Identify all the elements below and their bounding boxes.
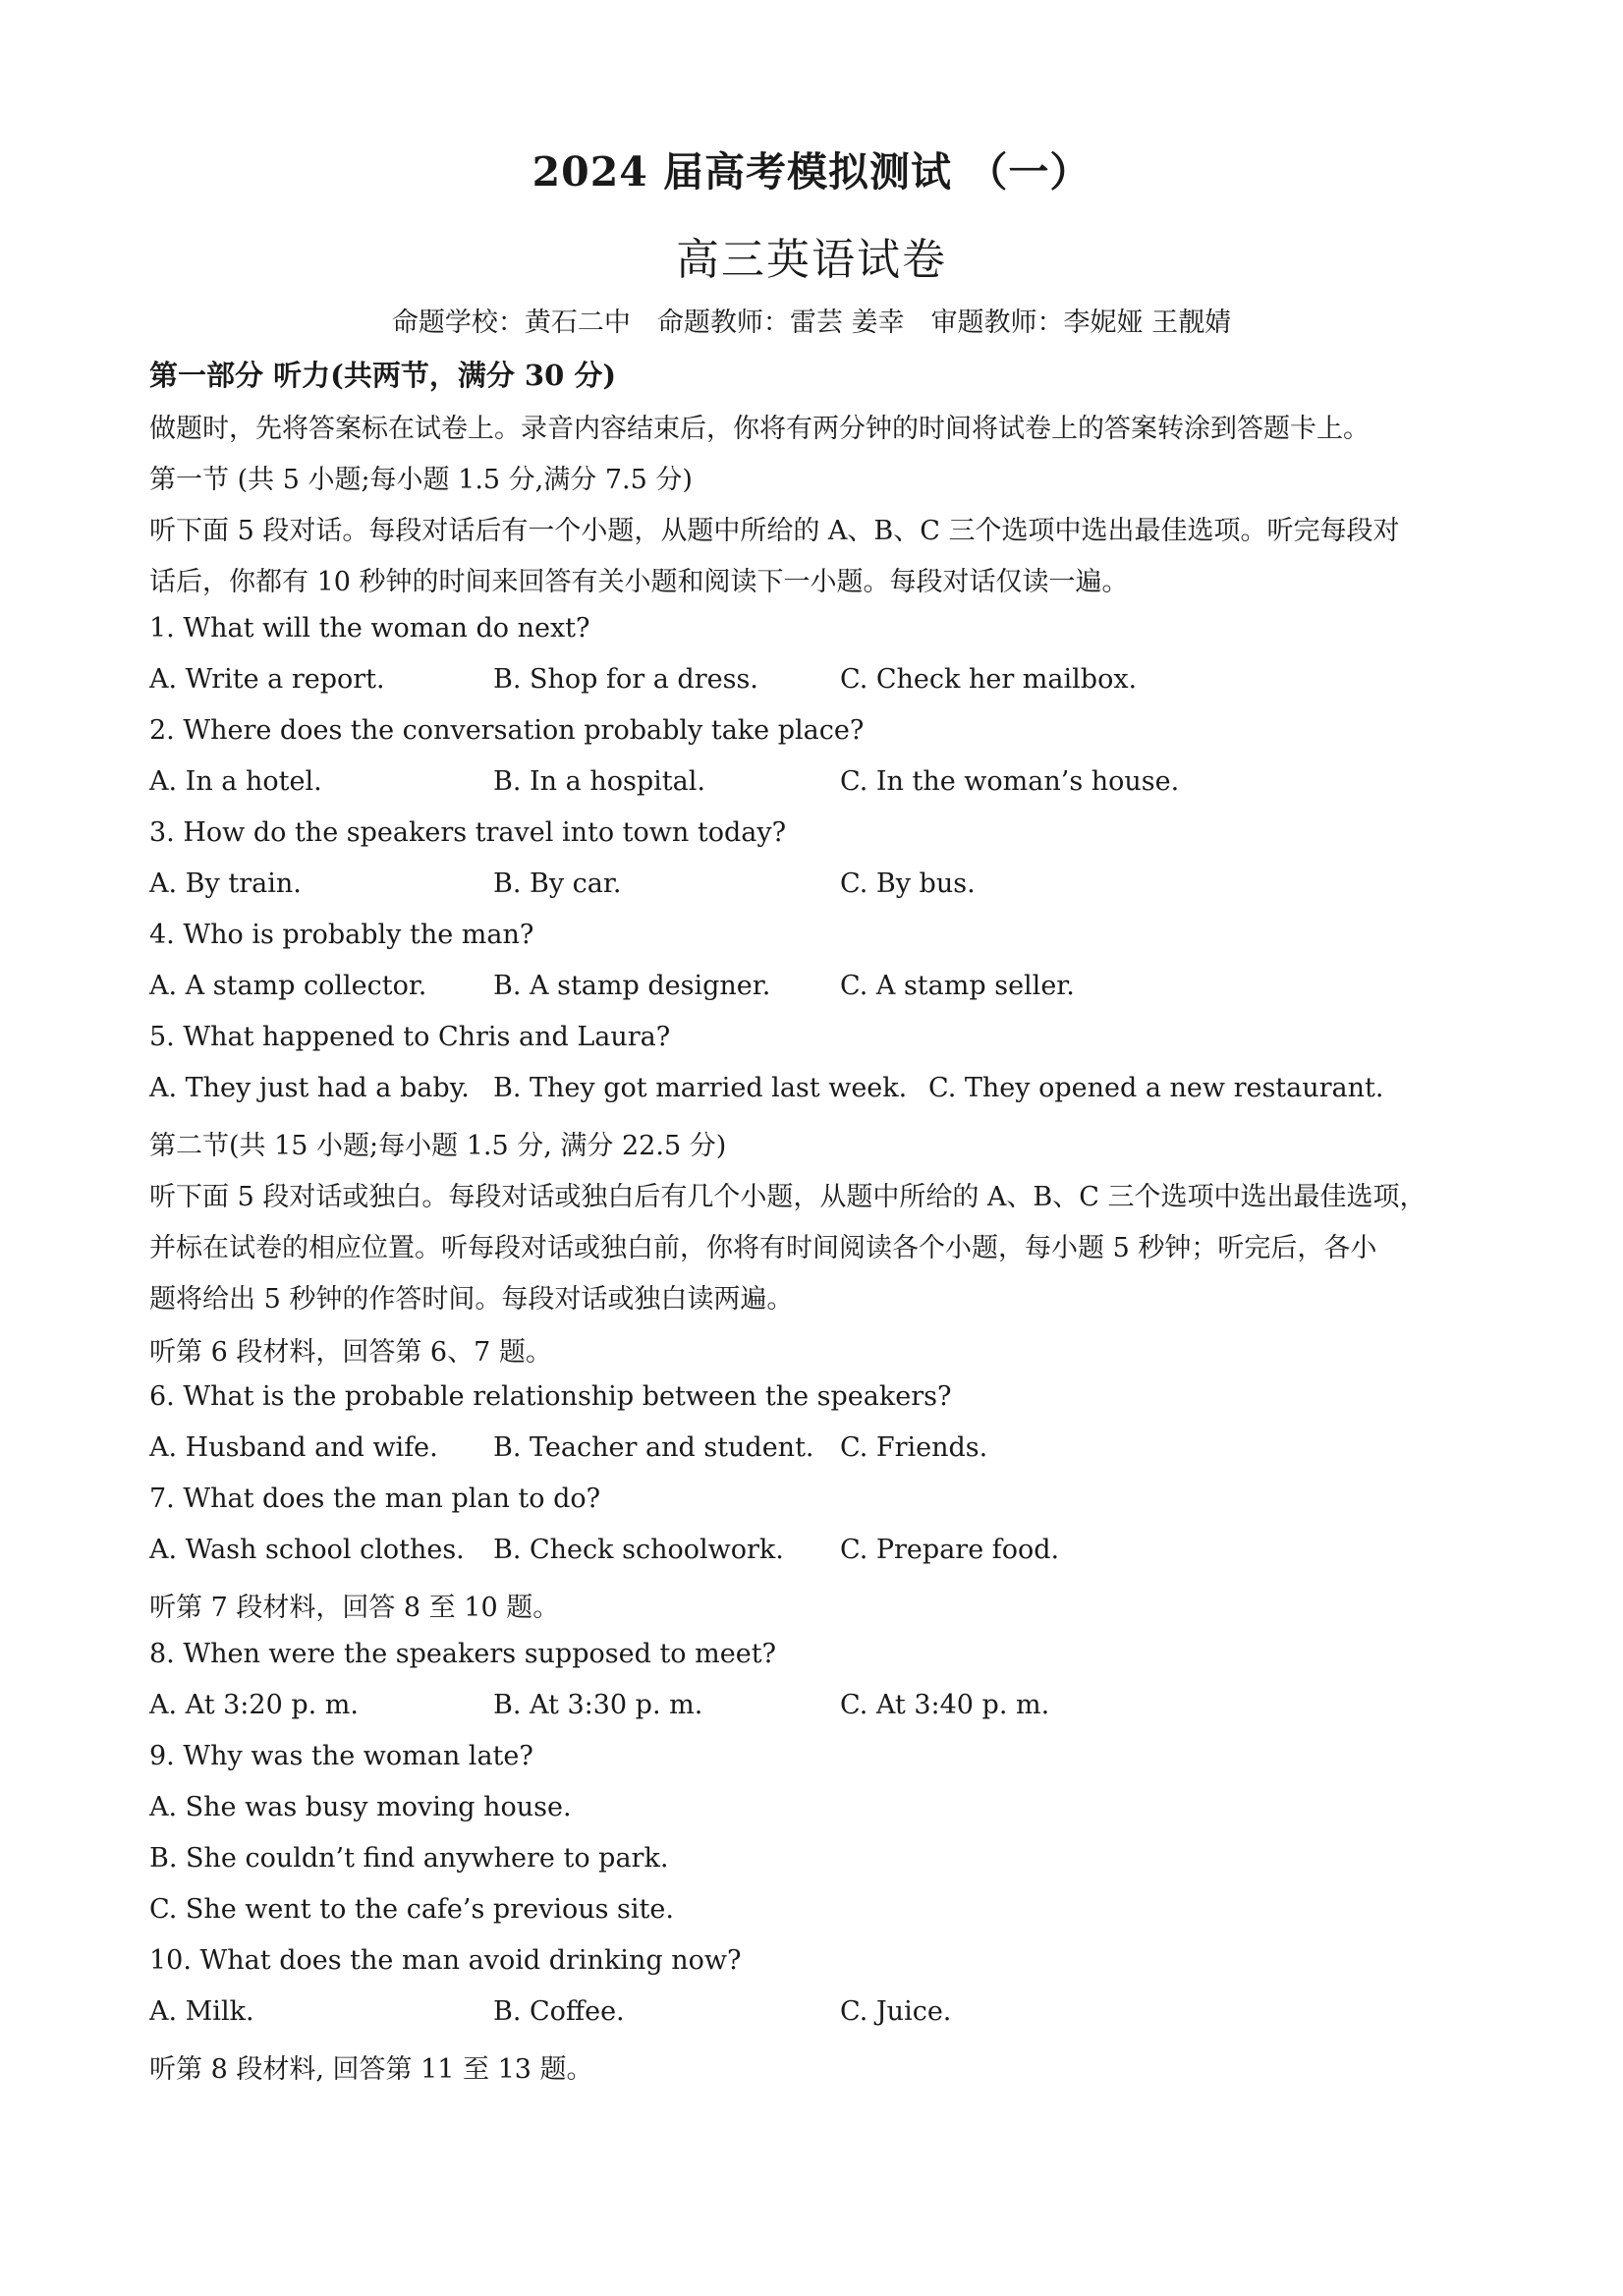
option-b: B. Shop for a dress. — [493, 664, 758, 695]
option-b: B. Check schoolwork. — [493, 1535, 784, 1565]
section1-instruction-2: 话后，你都有 10 秒钟的时间来回答有关小题和阅读下一小题。每段对话仅读一遍。 — [149, 567, 1129, 597]
option-b: B. Coffee. — [493, 1996, 625, 2027]
question-text: 7. What does the man plan to do? — [149, 1484, 601, 1514]
option-a: A. They just had a baby. — [149, 1073, 470, 1103]
option-a: A. Husband and wife. — [149, 1432, 438, 1463]
option-b: B. A stamp designer. — [493, 971, 771, 1001]
option-c: C. She went to the cafe’s previous site. — [149, 1894, 674, 1925]
material-heading: 听第 6 段材料，回答第 6、7 题。 — [149, 1337, 552, 1368]
question-text: 2. Where does the conversation probably take place? — [149, 715, 865, 746]
option-c: C. Juice. — [840, 1996, 952, 2027]
exam-subtitle: 高三英语试卷 — [676, 235, 947, 285]
question-text: 8. When were the speakers supposed to meet? — [149, 1639, 777, 1669]
option-c: C. A stamp seller. — [840, 971, 1075, 1001]
question-text: 5. What happened to Chris and Laura? — [149, 1022, 671, 1052]
part1-instruction: 做题时，先将答案标在试卷上。录音内容结束后，你将有两分钟的时间将试卷上的答案转涂到答题卡上。 — [149, 414, 1370, 444]
option-b: B. In a hospital. — [493, 766, 705, 797]
option-b: B. Teacher and student. — [493, 1432, 814, 1463]
option-c: C. At 3:40 p. m. — [840, 1690, 1050, 1720]
option-a: A. She was busy moving house. — [149, 1792, 572, 1822]
section2-heading: 第二节(共 15 小题;每小题 1.5 分, 满分 22.5 分) — [149, 1131, 727, 1161]
material-heading: 听第 8 段材料, 回答第 11 至 13 题。 — [149, 2054, 593, 2085]
option-c: C. In the woman’s house. — [840, 766, 1180, 797]
question-text: 3. How do the speakers travel into town today? — [149, 817, 787, 848]
option-b: B. At 3:30 p. m. — [493, 1690, 703, 1720]
option-a: A. At 3:20 p. m. — [149, 1690, 359, 1720]
option-c: C. They opened a new restaurant. — [928, 1073, 1384, 1103]
option-b: B. By car. — [493, 868, 622, 899]
section2-instruction-1: 听下面 5 段对话或独白。每段对话或独白后有几个小题，从题中所给的 A、B、C 三个选项中选出最佳选项， — [149, 1182, 1427, 1212]
part1-heading: 第一部分 听力(共两节，满分 30 分) — [149, 359, 617, 392]
option-b: B. She couldn’t find anywhere to park. — [149, 1843, 669, 1874]
option-b: B. They got married last week. — [493, 1073, 908, 1103]
question-text: 9. Why was the woman late? — [149, 1741, 533, 1771]
option-c: C. By bus. — [840, 868, 976, 899]
section2-instruction-2: 并标在试卷的相应位置。听每段对话或独白前，你将有时间阅读各个小题，每小题 5 秒钟；听完后，各小 — [149, 1233, 1377, 1263]
section1-heading: 第一节 (共 5 小题;每小题 1.5 分,满分 7.5 分) — [149, 465, 693, 495]
option-a: A. Wash school clothes. — [149, 1535, 465, 1565]
material-heading: 听第 7 段材料，回答 8 至 10 题。 — [149, 1593, 560, 1623]
question-text: 6. What is the probable relationship between the speakers? — [149, 1381, 952, 1412]
option-a: A. A stamp collector. — [149, 971, 427, 1001]
exam-authors: 命题学校：黄石二中 命题教师：雷芸 姜幸 审题教师：李妮娅 王靓婧 — [391, 308, 1232, 338]
option-c: C. Friends. — [840, 1432, 988, 1463]
question-text: 1. What will the woman do next? — [149, 613, 590, 644]
option-a: A. Milk. — [149, 1996, 254, 2027]
option-a: A. Write a report. — [149, 664, 385, 695]
section2-instruction-3: 题将给出 5 秒钟的作答时间。每段对话或独白读两遍。 — [149, 1284, 794, 1315]
option-a: A. In a hotel. — [149, 766, 322, 797]
question-text: 4. Who is probably the man? — [149, 920, 534, 950]
option-a: A. By train. — [149, 868, 302, 899]
option-c: C. Check her mailbox. — [840, 664, 1138, 695]
exam-title: 2024 届高考模拟测试 （一） — [532, 148, 1091, 196]
option-c: C. Prepare food. — [840, 1535, 1060, 1565]
question-text: 10. What does the man avoid drinking now? — [149, 1945, 742, 1976]
section1-instruction-1: 听下面 5 段对话。每段对话后有一个小题，从题中所给的 A、B、C 三个选项中选出最佳选项。听完每段对 — [149, 516, 1400, 546]
